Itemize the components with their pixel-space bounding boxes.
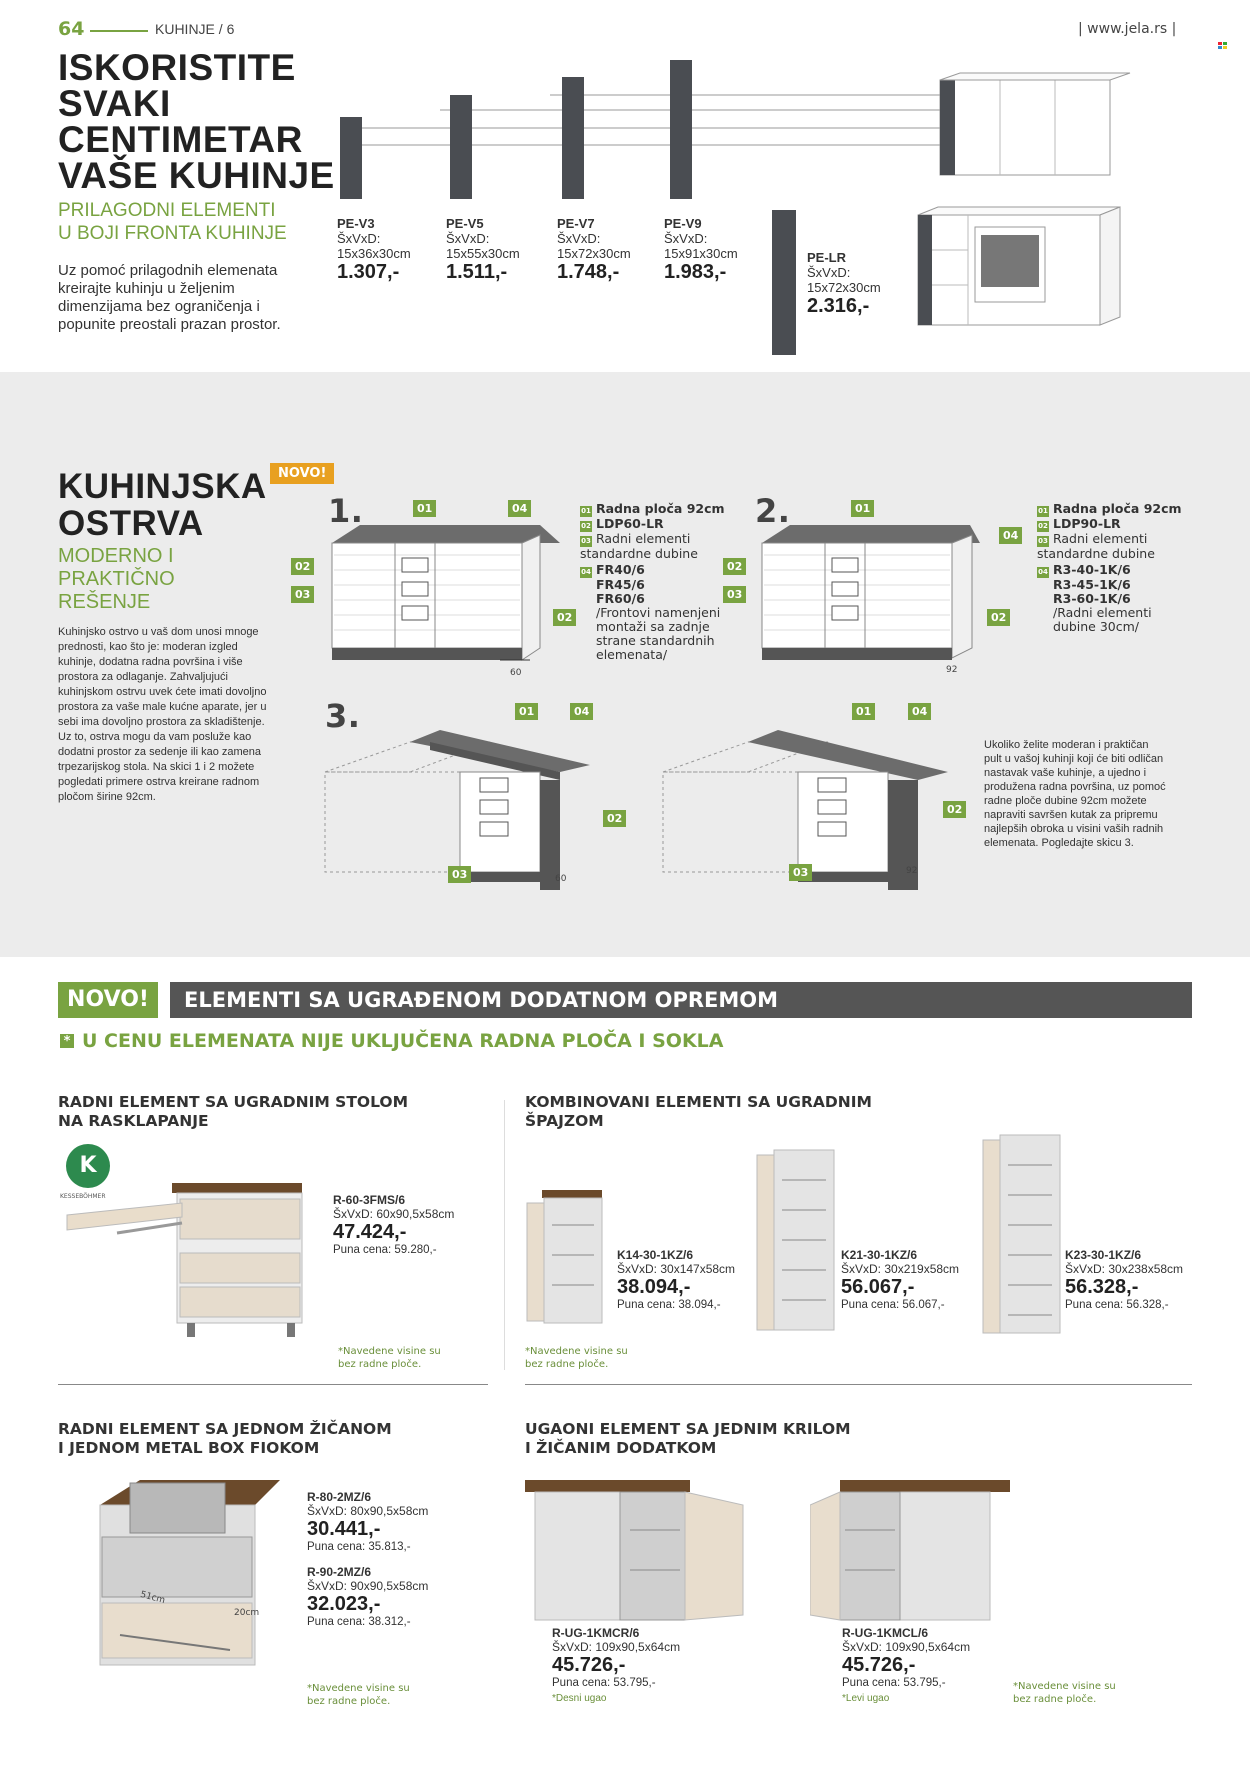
- product-table-note: *Navedene visine su bez radne ploče.: [338, 1346, 441, 1370]
- drawer-info-1: R-80-2MZ/6 ŠxVxD: 80x90,5x58cm 30.441,- Puna cena: 35.813,-: [307, 1490, 429, 1553]
- panel-label-pe-lr: PE-LR ŠxVxD: 15x72x30cm 2.316,-: [807, 250, 881, 317]
- sketch-1: [320, 500, 580, 680]
- sketch-3b-dim: 92: [906, 866, 918, 876]
- sketch-2-tag-02b: 02: [987, 609, 1010, 626]
- pantry-image-2: [752, 1145, 842, 1335]
- corner-info-left: R-UG-1KMCL/6 ŠxVxD: 109x90,5x64cm 45.726,- Puna cena: 53.795,- *Levi ugao: [842, 1626, 971, 1704]
- product-drawer-image: [90, 1475, 290, 1675]
- product-corner-title: UGAONI ELEMENT SA JEDNIM KRILOM I ŽIČANIM DODATKOM: [525, 1420, 851, 1457]
- sketch-1-number: 1.: [328, 492, 364, 530]
- panel-pe-lr: [772, 210, 796, 355]
- sketch-2-tag-03: 03: [723, 586, 746, 603]
- page-number: 64: [58, 18, 85, 40]
- sketch-2-tag-04: 04: [999, 527, 1022, 544]
- sketch-3a: [320, 720, 620, 890]
- sketch-3b-tag-02: 02: [943, 801, 966, 818]
- sketch-3a-tag-02: 02: [603, 810, 626, 827]
- panel-label-pe-v7: PE-V7 ŠxVxD: 15x72x30cm 1.748,-: [557, 216, 631, 283]
- kessebohmer-caption: KESSEBÖHMER: [60, 1193, 106, 1200]
- banner-novo: NOVO!: [58, 982, 158, 1018]
- sketch-1-tag-03: 03: [291, 586, 314, 603]
- sketch-3a-tag-03: 03: [448, 866, 471, 883]
- pantry-image-1: [522, 1185, 612, 1330]
- sketch-3b-tag-04: 04: [908, 703, 931, 720]
- island-title: KUHINJSKA OSTRVA: [58, 467, 267, 543]
- hero-subtitle: PRILAGODNI ELEMENTI U BOJI FRONTA KUHINJE: [58, 200, 287, 244]
- legend-2: 01 Radna ploča 92cm 02 LDP90-LR 03 Radni elementi standardne dubine 04 R3-40-1K/6 R3-45-1K/6 R3-60-1K/6 /Radni elementi dubine 30cm/: [1037, 501, 1182, 634]
- sketch-1-tag-01: 01: [413, 500, 436, 517]
- drawer-dim-b: 20cm: [234, 1608, 260, 1618]
- hero-title: ISKORISTITE SVAKI CENTIMETAR VAŠE KUHINJE: [58, 47, 335, 196]
- product-drawer-note: *Navedene visine su bez radne ploče.: [307, 1683, 410, 1707]
- banner-title: ELEMENTI SA UGRAĐENOM DODATNOM OPREMOM: [170, 982, 1192, 1018]
- product-corner-note: *Navedene visine su bez radne ploče.: [1013, 1681, 1116, 1705]
- island-side-note: Ukoliko želite moderan i praktičan pult u vašoj kuhinji koji će biti odličan nastavak vaše kuhinje, a ujedno i produžena radna površina, uz pomoć radne ploče dubine 92cm možete napraviti savršen kutak za pripremu najlepših obroka u visini vaših radnih elemenata. Pogledajte skicu 3.: [984, 739, 1166, 849]
- site-url[interactable]: | www.jela.rs |: [1078, 21, 1177, 37]
- hero-body: Uz pomoć prilagodnih elemenata kreirajte kuhinju u željenim dimenzijama bez ograničenja i popunite preostali prazan prostor.: [58, 262, 281, 333]
- sketch-3a-tag-01: 01: [515, 703, 538, 720]
- divider-vertical: [504, 1100, 505, 1370]
- wall-cabinets: [940, 73, 1130, 175]
- corner-info-right: R-UG-1KMCR/6 ŠxVxD: 109x90,5x64cm 45.726,- Puna cena: 53.795,- *Desni ugao: [552, 1626, 681, 1704]
- base-cabinets: [918, 207, 1120, 325]
- section-label: KUHINJE / 6: [155, 21, 235, 37]
- panel-pe-v3: [340, 117, 362, 199]
- kessebohmer-logo: K: [66, 1144, 110, 1188]
- sketch-3a-tag-04: 04: [570, 703, 593, 720]
- legend-1: 01 Radna ploča 92cm 02 LDP60-LR 03 Radni elementi standardne dubine 04 FR40/6 FR45/6 FR60/6 /Frontovi namenjeni montaži sa zadnje strane standardnih elemenata/: [580, 501, 725, 662]
- panel-pe-v9: [670, 60, 692, 199]
- sketch-2-number: 2.: [755, 492, 791, 530]
- product-table-title: RADNI ELEMENT SA UGRADNIM STOLOM NA RASKLAPANJE: [58, 1093, 408, 1130]
- drawer-info-2: R-90-2MZ/6 ŠxVxD: 90x90,5x58cm 32.023,- Puna cena: 38.312,-: [307, 1565, 429, 1628]
- island-subtitle: MODERNO I PRAKTIČNO REŠENJE: [58, 545, 175, 613]
- sketch-2-dim: 92: [946, 665, 958, 675]
- panel-label-pe-v3: PE-V3 ŠxVxD: 15x36x30cm 1.307,-: [337, 216, 411, 283]
- sketch-3a-dim: 60: [555, 874, 567, 884]
- panel-pe-v5: [450, 95, 472, 199]
- sketch-3b-tag-03: 03: [789, 864, 812, 881]
- banner-star-icon: *: [60, 1034, 74, 1048]
- drawer-dim-a: 51cm: [139, 1589, 167, 1607]
- product-pantry-title: KOMBINOVANI ELEMENTI SA UGRADNIM ŠPAJZOM: [525, 1093, 872, 1130]
- sketch-2-tag-01: 01: [851, 500, 874, 517]
- novo-badge: NOVO!: [270, 463, 334, 484]
- island-body: Kuhinjsko ostrvo u vaš dom unosi mnoge prednosti, kao što je: moderan izgled kuhinje, dodatna radna površina i više prostora za odlaganje. Zahvaljujući kuhinjskom ostrvu uvek ćete imati dovoljno prostora za vaše male kućne aparate, jer u sebi ima dovoljno prostora za skladištenje. Uz to, ostrva mogu da vam posluže kao dodatni prostor za sedenje ili kao zamena trpezarijskog stola. Na skici 1 i 2 možete pogledati primere ostrva kreirane radnom pločom širine 92cm.: [58, 626, 267, 803]
- corner-image-left: [810, 1480, 1010, 1630]
- sketch-3-number: 3.: [325, 697, 361, 735]
- sketch-1-tag-04: 04: [508, 500, 531, 517]
- product-drawer-title: RADNI ELEMENT SA JEDNOM ŽIČANOM I JEDNOM METAL BOX FIOKOM: [58, 1420, 392, 1457]
- product-table-info: R-60-3FMS/6 ŠxVxD: 60x90,5x58cm 47.424,- Puna cena: 59.280,-: [333, 1193, 455, 1256]
- pantry-image-3: [978, 1130, 1068, 1340]
- panel-illustration: [330, 55, 1150, 365]
- banner-subtitle: U CENU ELEMENATA NIJE UKLJUČENA RADNA PLOČA I SOKLA: [82, 1030, 724, 1052]
- divider-left: [58, 1384, 488, 1385]
- sketch-1-tag-02a: 02: [291, 558, 314, 575]
- product-pantry-note: *Navedene visine su bez radne ploče.: [525, 1346, 628, 1370]
- pantry-info-2: K21-30-1KZ/6 ŠxVxD: 30x219x58cm 56.067,- Puna cena: 56.067,-: [841, 1248, 960, 1311]
- pantry-info-1: K14-30-1KZ/6 ŠxVxD: 30x147x58cm 38.094,- Puna cena: 38.094,-: [617, 1248, 736, 1311]
- corner-image-right: [525, 1480, 750, 1630]
- panel-label-pe-v5: PE-V5 ŠxVxD: 15x55x30cm 1.511,-: [446, 216, 520, 283]
- panel-label-pe-v9: PE-V9 ŠxVxD: 15x91x30cm 1.983,-: [664, 216, 738, 283]
- sketch-2: [750, 510, 990, 680]
- sketch-1-tag-02b: 02: [553, 609, 576, 626]
- divider-right: [525, 1384, 1192, 1385]
- logo-dots-icon: [1218, 35, 1228, 43]
- sketch-1-dim: 60: [510, 668, 522, 678]
- sketch-2-tag-02a: 02: [723, 558, 746, 575]
- sketch-3b-tag-01: 01: [852, 703, 875, 720]
- product-table-image: [62, 1175, 312, 1345]
- panel-pe-v7: [562, 77, 584, 199]
- header-rule: [90, 30, 148, 32]
- pantry-info-3: K23-30-1KZ/6 ŠxVxD: 30x238x58cm 56.328,- Puna cena: 56.328,-: [1065, 1248, 1184, 1311]
